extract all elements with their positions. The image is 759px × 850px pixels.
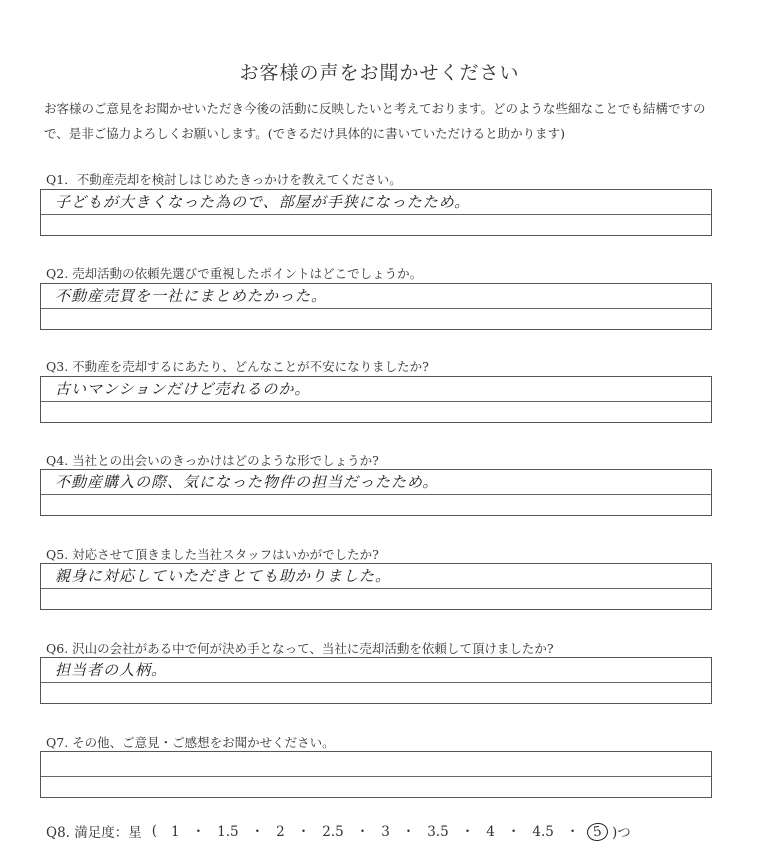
rating-options <box>167 820 608 841</box>
rating-separator: ・ <box>296 824 311 840</box>
rating-option-1-5[interactable]: 1.5 <box>217 824 239 840</box>
rating-option-1[interactable]: 1 <box>171 824 180 840</box>
answer-box-5[interactable] <box>40 563 712 610</box>
answer-box-7[interactable] <box>40 751 712 798</box>
rating-separator: ・ <box>355 824 370 840</box>
page-title: お客様の声をお聞かせください <box>239 62 520 84</box>
rating-open-paren: ( <box>151 822 158 839</box>
question-7-label: Q7. その他、ご意見・ご感想をお聞かせください。 <box>46 735 335 750</box>
rating-close-paren: )つ <box>611 824 631 841</box>
rating-option-4[interactable]: 4 <box>486 824 495 840</box>
rating-separator: ・ <box>401 824 416 840</box>
question-1-label: Q1．不動産売却を検討しはじめたきっかけを教えてください。 <box>46 172 402 187</box>
question-2-label: Q2. 売却活動の依頼先選びで重視したポイントはどこでしょうか。 <box>46 266 423 281</box>
satisfaction-rating <box>46 820 631 841</box>
rating-separator: ・ <box>460 824 475 840</box>
answer-4-text: 不動産購入の際、気になった物件の担当だったため。 <box>55 473 439 491</box>
answer-divider <box>41 776 711 777</box>
answer-divider <box>41 308 711 309</box>
answer-box-2[interactable] <box>40 283 712 330</box>
question-3-label: Q3. 不動産を売却するにあたり、どんなことが不安になりましたか? <box>46 359 429 374</box>
rating-separator: ・ <box>506 824 521 840</box>
rating-option-2[interactable]: 2 <box>276 824 285 840</box>
answer-2-text: 不動産売買を一社にまとめたかった。 <box>55 287 328 305</box>
answer-divider <box>41 401 711 402</box>
rating-separator: ・ <box>191 824 206 840</box>
question-5-label: Q5. 対応させて頂きました当社スタッフはいかがでしたか? <box>46 547 379 562</box>
rating-label: Q8. 満足度：星 <box>46 824 142 841</box>
rating-option-3-5[interactable]: 3.5 <box>427 824 449 840</box>
question-4-label: Q4. 当社との出会いのきっかけはどのような形でしょうか? <box>46 453 379 468</box>
rating-option-3[interactable]: 3 <box>381 824 390 840</box>
rating-option-2-5[interactable]: 2.5 <box>322 824 344 840</box>
rating-separator: ・ <box>250 824 265 840</box>
rating-separator: ・ <box>565 824 580 840</box>
answer-divider <box>41 214 711 215</box>
answer-5-text: 親身に対応していただきとても助かりました。 <box>55 567 392 585</box>
answer-1-text: 子どもが大きくなった為ので、部屋が手狭になったため。 <box>55 193 471 211</box>
answer-box-1[interactable] <box>40 189 712 236</box>
question-6-label: Q6. 沢山の会社がある中で何が決め手となって、当社に売却活動を依頼して頂けましたか? <box>46 641 554 656</box>
intro-text: お客様のご意見をお聞かせいただき今後の活動に反映したいと考えております。どのような些細なことでも結構ですので、是非ご協力よろしくお願いします。(できるだけ具体的に書いていただけると助かります) <box>44 101 706 141</box>
answer-divider <box>41 494 711 495</box>
answer-box-3[interactable] <box>40 376 712 423</box>
rating-option-5[interactable]: 5 <box>586 822 609 843</box>
answer-box-6[interactable] <box>40 657 712 704</box>
answer-6-text: 担当者の人柄。 <box>55 661 168 679</box>
answer-divider <box>41 682 711 683</box>
answer-divider <box>41 588 711 589</box>
rating-option-4-5[interactable]: 4.5 <box>532 824 554 840</box>
answer-box-4[interactable] <box>40 469 712 516</box>
answer-3-text: 古いマンションだけど売れるのか。 <box>55 380 311 398</box>
